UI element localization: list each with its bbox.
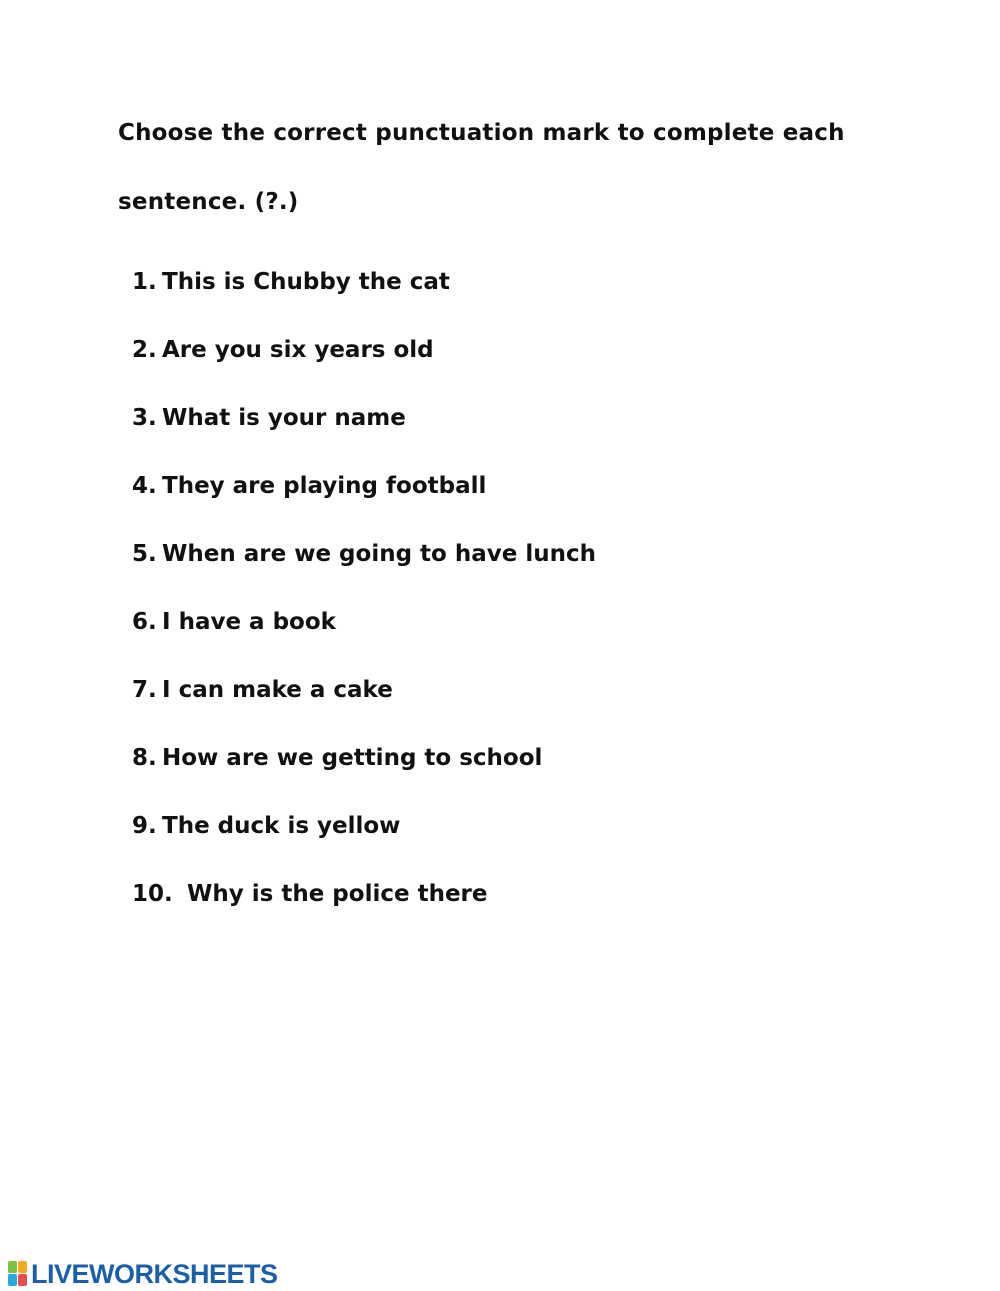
question-number: 10. (132, 881, 173, 907)
question-number: 5. (132, 541, 157, 567)
question-number: 4. (132, 473, 157, 499)
question-item-10 (132, 881, 596, 949)
question-text: What is your name (162, 405, 406, 431)
question-text: The duck is yellow (162, 813, 401, 839)
question-text: Why is the police there (187, 881, 488, 907)
question-number: 3. (132, 405, 157, 431)
question-item-7 (132, 677, 596, 745)
question-text: I can make a cake (162, 677, 393, 703)
question-item-5 (132, 541, 596, 609)
question-text: When are we going to have lunch (162, 541, 596, 567)
question-text: They are playing football (162, 473, 487, 499)
question-number: 9. (132, 813, 157, 839)
question-text: Are you six years old (162, 337, 434, 363)
instruction-line-1: Choose the correct punctuation mark to complete each (118, 120, 845, 146)
question-list (132, 269, 596, 949)
question-number: 1. (132, 269, 157, 295)
question-text: How are we getting to school (162, 745, 543, 771)
question-number: 8. (132, 745, 157, 771)
brand-name: LIVEWORKSHEETS (31, 1258, 278, 1289)
question-number: 6. (132, 609, 157, 635)
question-item-6 (132, 609, 596, 677)
question-number: 2. (132, 337, 157, 363)
instruction-line-2: sentence. (?.) (118, 189, 299, 215)
question-number: 7. (132, 677, 157, 703)
question-item-9 (132, 813, 596, 881)
question-item-4 (132, 473, 596, 541)
question-item-3 (132, 405, 596, 473)
question-text: I have a book (162, 609, 336, 635)
question-text: This is Chubby the cat (162, 269, 450, 295)
liveworksheets-logo-icon (8, 1261, 28, 1287)
question-item-1 (132, 269, 596, 337)
question-item-8 (132, 745, 596, 813)
liveworksheets-brand[interactable] (8, 1258, 278, 1290)
question-item-2 (132, 337, 596, 405)
